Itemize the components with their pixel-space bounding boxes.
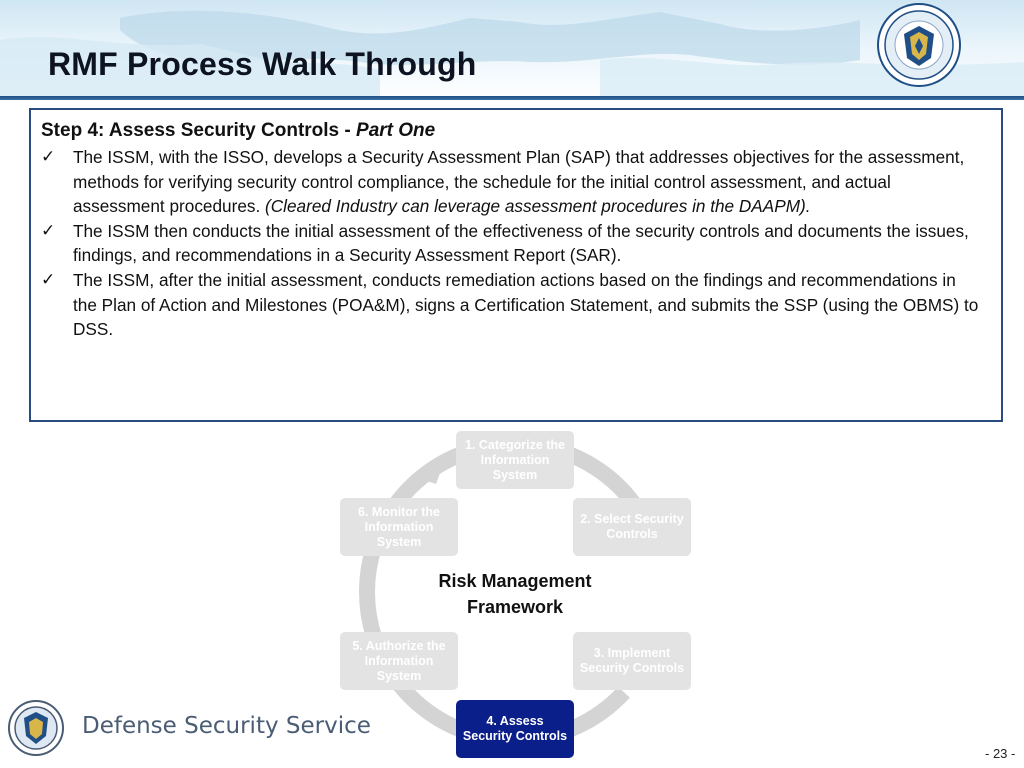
checkmark-icon: ✓ — [41, 147, 56, 166]
checkmark-icon: ✓ — [41, 269, 56, 289]
rmf-step-authorize: 5. Authorize the Information System — [340, 632, 458, 690]
list-item — [41, 219, 983, 268]
rmf-step-implement: 3. Implement Security Controls — [573, 632, 691, 690]
cycle-arrow-icon — [418, 456, 446, 484]
step-heading — [41, 120, 983, 142]
step-heading-part: Part One — [356, 120, 436, 141]
bullet-italic-note: (Cleared Industry can leverage assessment procedures in the DAAPM). — [265, 196, 811, 217]
step-heading-main: Step 4: Assess Security Controls - — [41, 120, 357, 141]
rmf-step-assess: 4. Assess Security Controls — [456, 700, 574, 758]
checkmark-icon: ✓ — [41, 220, 56, 240]
footer-brand: Defense Security Service — [82, 713, 371, 739]
header-banner — [0, 0, 1024, 100]
bullet-text: The ISSM then conducts the initial assessment of the effectiveness of the security controls and documents the issues, findings, and recommendations in a Security Assessment Report (SAR). — [73, 220, 969, 266]
step-content-box — [29, 108, 1003, 422]
list-item — [41, 145, 983, 219]
rmf-center-line2: Framework — [466, 597, 564, 617]
dss-logo-icon — [8, 700, 64, 756]
bullet-list — [41, 145, 983, 342]
page-number: - 23 - — [985, 746, 1016, 761]
bullet-text: The ISSM, after the initial assessment, conducts remediation actions based on the findings and recommendations in the Plan of Action and Milestones (POA&M), signs a Certification Statement, and submits the SSP (using the OBMS) to DSS. — [73, 269, 979, 340]
rmf-center-line1: Risk Management — [438, 571, 592, 591]
rmf-step-monitor: 6. Monitor the Information System — [340, 498, 458, 556]
list-item — [41, 268, 983, 342]
dss-seal-icon — [876, 2, 962, 88]
rmf-step-categorize: 1. Categorize the Information System — [456, 431, 574, 489]
page-title: RMF Process Walk Through — [48, 46, 477, 82]
bullet-text: The ISSM, with the ISSO, develops a Security Assessment Plan (SAP) that addresses objectives for the assessment, methods for verifying security control compliance, the schedule for the initial control assessment, and actual assessment procedures. — [73, 147, 965, 217]
header-rule — [0, 96, 1024, 100]
rmf-step-select: 2. Select Security Controls — [573, 498, 691, 556]
rmf-center-label — [410, 568, 620, 620]
